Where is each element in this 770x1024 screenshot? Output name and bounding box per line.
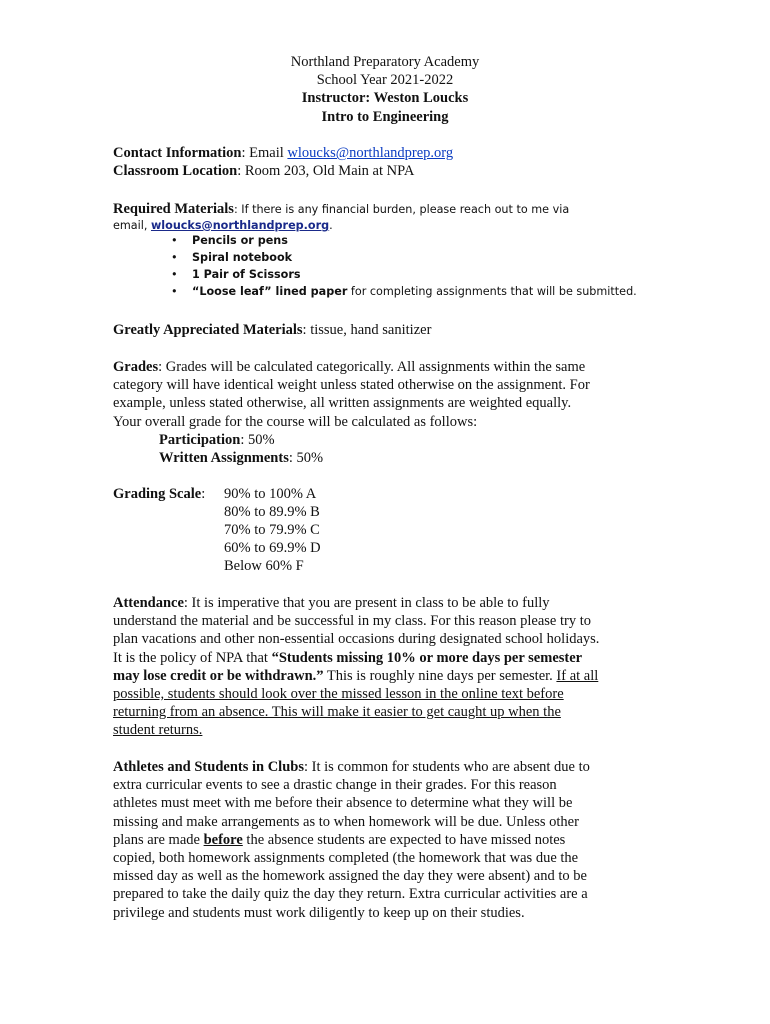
appreciated-label: Greatly Appreciated Materials [113, 322, 303, 338]
materials-note-2: email, [113, 218, 151, 232]
bullet-icon: • [171, 285, 178, 298]
scale-row: 60% to 69.9% D [224, 540, 321, 556]
contact-label: Contact Information [113, 145, 242, 161]
materials-email-link[interactable]: wloucks@northlandprep.org [150, 218, 330, 232]
athletes-section: Athletes and Students in Clubs: It is common for students who are absent due to extra curricular events to see a drastic change in their grades. For this reason athletes must meet with me before their absence to determine what they will be missing and make arrangements as to when homework will be due. Unless other plans are made before the absence students are expected to have missed notes copied, both homework assignments completed (the homework that was due the missed day as well as the homework assigned the day they were absent) and to be prepared to take the daily quiz the day they return. Extra curricular activities are a privilege and students must work diligently to keep up on their studies. [113, 759, 590, 921]
scale-row: Below 60% F [224, 558, 304, 574]
list-item: • 1 Pair of Scissors [171, 267, 637, 284]
appreciated-value: : tissue, hand sanitizer [302, 322, 432, 338]
participation-value: : 50% [240, 431, 275, 448]
attendance-section: Attendance: It is imperative that you are present in class to be able to fully understand the material and be successful in my class. For this reason please try to plan vacations and other non-essential occasions during designated school holidays. It is the policy of NPA that “Students missing 10% or more days per semester may lose credit or be withdrawn.” This is roughly nine days per semester. If at all possible, students should look over the missed lesson in the online text before returning from an absence. This will make it easier to get caught up when the student returns. [113, 595, 600, 739]
materials-label: Required Materials [113, 201, 234, 217]
grades-label: Grades [113, 359, 159, 375]
course-title: Intro to Engineering [321, 108, 449, 125]
contact-email-link[interactable]: wloucks@northlandprep.org [287, 145, 454, 161]
document-page: Northland Preparatory Academy School Year 2021-2022 Instructor: Weston Loucks Intro to Engineering Contact Information: Email wloucks@northlandprep.org Classroom Location: Room 203, Old Main at NPA Required Materials: If there is any financial burden, please reach out to me via email, wloucks@northlandprep.org. • Pencils or pens • Spiral notebook • 1 Pair of Scissors • “Loose leaf” lined paper for completing assignments that will be submitted. Greatly Appreciated Materials: tissue, hand sanitizer Grades: Grades will be calculated categorically. All assignments within the same category will have identical weight unless stated otherwise on the assignment. For example, unless stated otherwise, all written assignments are weighted equally. Your overall grade for the course will be calculated as follows: Participation: 50% Written Assignments: 50% Grading Scale: 90% to 100% A 80% to 89.9% B 70% to 79.9% C 60% to 69.9% D Below 60% F Attendance: It is imperative that you are present in class to be able to fully understand the material and be successful in my class. For this reason please try to plan vacations and other non-essential occasions during designated school holidays. It is the policy of NPA that “Students missing 10% or more days per semester may lose credit or be withdrawn.” This is roughly nine days per semester. If at all possible, students should look over the missed lesson in the online text before returning from an absence. This will make it easier to get caught up when the student returns. Athletes and Students in Clubs: It is common for students who are absent due to extra curricular events to see a drastic change in their grades. For this reason athletes must meet with me before their absence to determine what they will be missing and make arrangements as to when homework will be due. Unless other plans are made before the absence students are expected to have missed notes copied, both homework assignments completed (the homework that was due the missed day as well as the homework assigned the day they were absent) and to be prepared to take the daily quiz the day they return. Extra curricular activities are a privilege and students must work diligently to keep up on their studies. [0, 0, 770, 1024]
before-emphasis: before [203, 831, 243, 848]
email-prefix: : Email [241, 145, 288, 161]
list-item: • Spiral notebook [171, 250, 637, 267]
contact-section [113, 144, 658, 180]
instructor-name: Instructor: Weston Loucks [301, 90, 469, 107]
bullet-icon: • [171, 234, 178, 247]
materials-list [171, 233, 637, 301]
written-value: : 50% [288, 450, 324, 467]
attendance-label: Attendance [113, 595, 184, 611]
materials-note: : If there is any financial burden, please reach out to me via [233, 203, 570, 216]
school-name: Northland Preparatory Academy [290, 54, 480, 70]
grades-section: Grades: Grades will be calculated categorically. All assignments within the same category will have identical weight unless stated otherwise on the assignment. For example, unless stated otherwise, all written assignments are weighted equally. Your overall grade for the course will be calculated as follows: Participation: 50% Written Assignments: 50% [113, 359, 590, 467]
school-year: School Year 2021-2022 [316, 72, 454, 89]
written-label: Written Assignments [159, 450, 289, 467]
list-item: • Pencils or pens [171, 233, 637, 250]
bullet-icon: • [171, 268, 178, 281]
participation-label: Participation [159, 431, 241, 448]
materials-section [113, 198, 658, 235]
document-header [0, 53, 770, 126]
bullet-icon: • [171, 251, 178, 264]
list-item: • “Loose leaf” lined paper for completing assignments that will be submitted. [171, 284, 637, 301]
attendance-policy: “Students missing 10% or more days per semester [271, 649, 583, 666]
scale-row: 70% to 79.9% C [224, 522, 320, 538]
scale-row: 80% to 89.9% B [224, 504, 320, 520]
scale-row: 90% to 100% A [224, 486, 317, 502]
appreciated-section [113, 321, 658, 339]
location-label: Classroom Location [113, 163, 238, 180]
grading-scale-label: Grading Scale [113, 486, 202, 502]
athletes-label: Athletes and Students in Clubs [113, 759, 304, 775]
location-value: : Room 203, Old Main at NPA [237, 163, 415, 180]
materials-note-end: . [329, 218, 333, 232]
